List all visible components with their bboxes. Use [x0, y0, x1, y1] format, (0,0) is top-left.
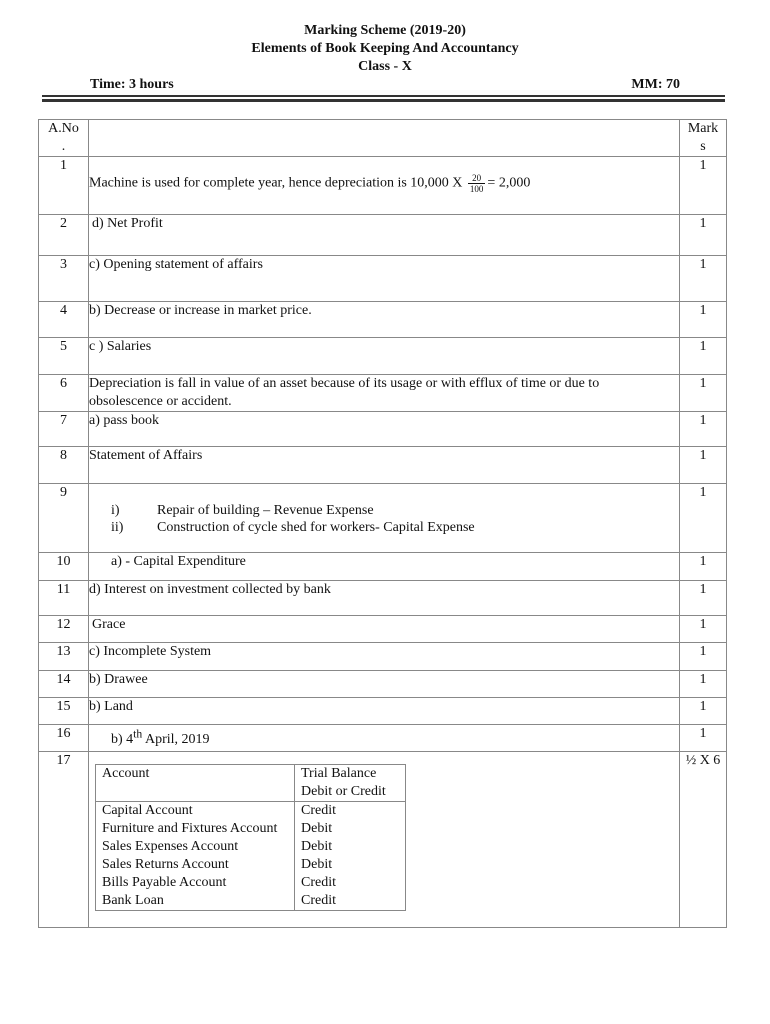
header-answer — [89, 120, 680, 157]
answer-text: c) Opening statement of affairs — [89, 256, 680, 302]
header-answer-no — [39, 120, 89, 157]
table-row — [39, 412, 727, 447]
q12-text: Grace — [92, 617, 126, 632]
answer-text — [89, 725, 680, 752]
answer-marks: 1 — [680, 256, 727, 302]
table-row — [39, 447, 727, 484]
table-row — [39, 256, 727, 302]
answer-text: b) Land — [89, 698, 680, 725]
answer-text — [89, 375, 680, 412]
table-row — [96, 802, 406, 821]
header-answer-no-text: A.No — [48, 121, 79, 136]
max-marks-label: MM: 70 — [631, 77, 680, 92]
header-rule-thick — [42, 99, 725, 102]
tb-side: Debit — [295, 838, 406, 856]
q6-line-1: Depreciation is fall in value of an asset because of its usage or with efflux of time or due to — [89, 376, 600, 391]
answer-marks: 1 — [680, 581, 727, 616]
answer-number: 7 — [39, 412, 89, 447]
table-row — [39, 302, 727, 338]
answer-text — [89, 215, 680, 256]
answer-number: 12 — [39, 616, 89, 643]
fraction — [468, 173, 486, 194]
table-row — [39, 698, 727, 725]
answer-text: b) Drawee — [89, 671, 680, 698]
answer-text: c ) Salaries — [89, 338, 680, 375]
answer-number: 1 — [39, 157, 89, 215]
tb-side: Credit — [295, 874, 406, 892]
answer-text: b) Decrease or increase in market price. — [89, 302, 680, 338]
answer-text — [89, 553, 680, 581]
table-row — [39, 643, 727, 671]
tb-header-side — [295, 765, 406, 802]
answer-marks: 1 — [680, 302, 727, 338]
answer-text: c) Incomplete System — [89, 643, 680, 671]
answer-number: 2 — [39, 215, 89, 256]
q16-pre: b) 4 — [111, 731, 134, 747]
answer-number: 15 — [39, 698, 89, 725]
q16-post: April, 2019 — [142, 731, 210, 747]
time-label: Time: 3 hours — [90, 77, 174, 92]
table-row — [39, 157, 727, 215]
table-row — [96, 874, 406, 892]
sub-item-label: ii) — [111, 520, 124, 535]
answer-marks: 1 — [680, 215, 727, 256]
header-rule-thin — [42, 95, 725, 97]
tb-account: Sales Expenses Account — [96, 838, 295, 856]
table-row — [39, 581, 727, 616]
answer-marks: 1 — [680, 671, 727, 698]
table-row — [39, 616, 727, 643]
table-header-row — [39, 120, 727, 157]
tb-header-side-1: Trial Balance — [301, 766, 377, 781]
q1-result: = 2,000 — [487, 175, 531, 191]
subject-title: Elements of Book Keeping And Accountancy — [251, 41, 519, 56]
answer-number: 6 — [39, 375, 89, 412]
answer-number: 10 — [39, 553, 89, 581]
answer-text: a) pass book — [89, 412, 680, 447]
answer-number: 3 — [39, 256, 89, 302]
table-row — [96, 856, 406, 874]
table-row — [39, 375, 727, 412]
tb-side: Debit — [295, 820, 406, 838]
table-row — [39, 725, 727, 752]
answer-number: 14 — [39, 671, 89, 698]
answer-text — [89, 484, 680, 553]
answer-marks: 1 — [680, 698, 727, 725]
tb-account: Sales Returns Account — [96, 856, 295, 874]
table-row — [39, 752, 727, 928]
q1-text: Machine is used for complete year, hence depreciation is 10,000 X — [89, 175, 463, 191]
table-row — [39, 553, 727, 581]
tb-header-side-2: Debit or Credit — [301, 784, 386, 799]
answer-marks: 1 — [680, 484, 727, 553]
sub-item-label: i) — [111, 503, 120, 518]
sub-item — [89, 519, 679, 536]
q10-text: a) - Capital Expenditure — [111, 554, 246, 569]
table-row — [39, 671, 727, 698]
trial-balance-table — [95, 764, 406, 911]
header-marks — [680, 120, 727, 157]
answer-text — [89, 157, 680, 215]
tb-side: Debit — [295, 856, 406, 874]
sub-item-text: Construction of cycle shed for workers- Capital Expense — [157, 520, 475, 535]
answer-marks: 1 — [680, 725, 727, 752]
table-row — [96, 838, 406, 856]
tb-account: Bank Loan — [96, 892, 295, 911]
tb-header-account: Account — [96, 765, 295, 802]
answer-text — [89, 616, 680, 643]
table-row — [96, 892, 406, 911]
answer-number: 9 — [39, 484, 89, 553]
tb-side: Credit — [295, 802, 406, 821]
answer-marks: 1 — [680, 553, 727, 581]
trial-balance-header — [96, 765, 406, 802]
answer-text: d) Interest on investment collected by bank — [89, 581, 680, 616]
answer-number: 11 — [39, 581, 89, 616]
class-title: Class - X — [358, 59, 412, 74]
table-row — [39, 215, 727, 256]
answer-number: 16 — [39, 725, 89, 752]
answer-marks: ½ X 6 — [680, 752, 727, 928]
answer-marks: 1 — [680, 616, 727, 643]
answer-marks: 1 — [680, 643, 727, 671]
sub-item — [89, 502, 679, 519]
answer-marks: 1 — [680, 157, 727, 215]
sub-item-text: Repair of building – Revenue Expense — [157, 503, 374, 518]
fraction-numerator: 20 — [468, 173, 486, 184]
answer-text — [89, 752, 680, 928]
answer-marks: 1 — [680, 412, 727, 447]
answer-number: 4 — [39, 302, 89, 338]
table-row — [39, 338, 727, 375]
tb-account: Capital Account — [96, 802, 295, 821]
q16-sup: th — [133, 727, 143, 740]
header-answer-no-dot: . — [61, 139, 66, 154]
answer-number: 13 — [39, 643, 89, 671]
table-row — [96, 820, 406, 838]
marking-table — [38, 119, 727, 928]
q16-text — [89, 727, 210, 747]
answer-number: 5 — [39, 338, 89, 375]
tb-side: Credit — [295, 892, 406, 911]
q2-text: d) Net Profit — [92, 216, 163, 231]
table-row — [39, 484, 727, 553]
answer-number: 17 — [39, 752, 89, 928]
answer-marks: 1 — [680, 447, 727, 484]
header-marks-text-2: s — [700, 139, 706, 154]
answer-marks: 1 — [680, 338, 727, 375]
scheme-title: Marking Scheme (2019-20) — [304, 23, 466, 38]
answer-text: Statement of Affairs — [89, 447, 680, 484]
answer-marks: 1 — [680, 375, 727, 412]
tb-account: Bills Payable Account — [96, 874, 295, 892]
q6-line-2: obsolescence or accident. — [89, 394, 232, 409]
fraction-denominator: 100 — [469, 184, 484, 194]
document-header — [0, 22, 770, 76]
meta-row — [90, 77, 680, 93]
tb-account: Furniture and Fixtures Account — [96, 820, 295, 838]
answer-number: 8 — [39, 447, 89, 484]
header-marks-text: Mark — [687, 121, 719, 136]
